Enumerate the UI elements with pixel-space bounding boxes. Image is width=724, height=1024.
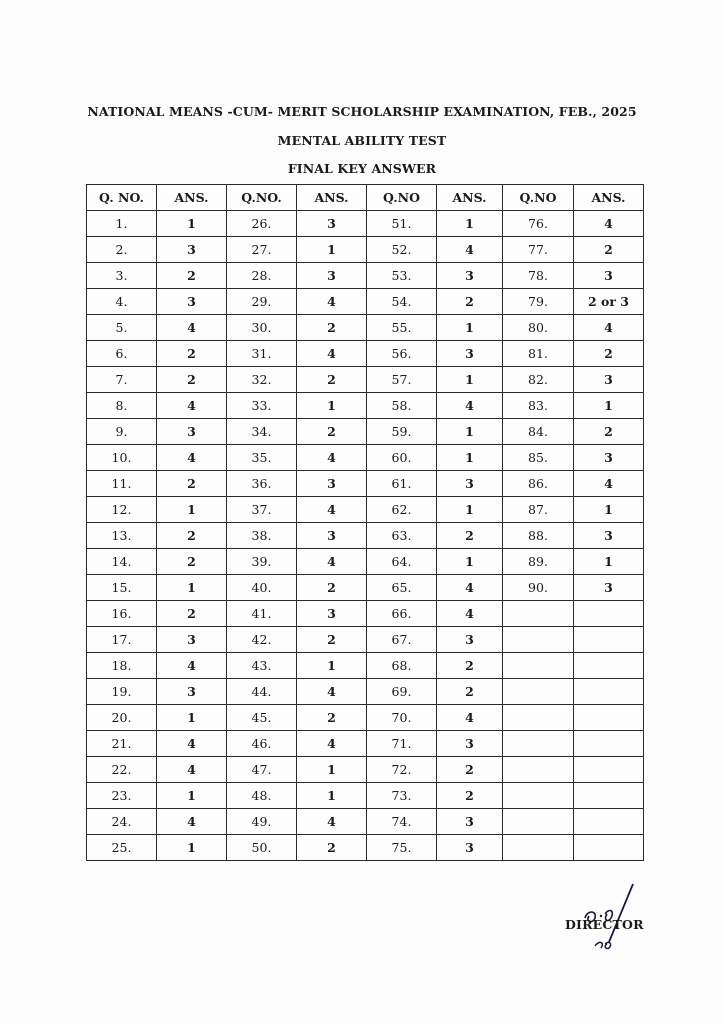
- question-number-cell: 24.: [87, 809, 157, 835]
- answer-cell: 1: [297, 783, 367, 809]
- question-number-cell: 33.: [227, 393, 297, 419]
- answer-cell: 1: [157, 211, 227, 237]
- question-number-cell: 69.: [367, 679, 437, 705]
- answer-cell: 4: [157, 757, 227, 783]
- question-number-cell: 4.: [87, 289, 157, 315]
- question-number-cell: 41.: [227, 601, 297, 627]
- question-number-cell: 55.: [367, 315, 437, 341]
- question-number-cell: 90.: [503, 575, 574, 601]
- table-row: [87, 627, 644, 653]
- question-number-cell: [503, 679, 574, 705]
- question-number-cell: 37.: [227, 497, 297, 523]
- answer-cell: 4: [157, 731, 227, 757]
- answer-cell: [574, 783, 644, 809]
- question-number-cell: 83.: [503, 393, 574, 419]
- answer-cell: 3: [437, 627, 503, 653]
- answer-cell: 1: [437, 211, 503, 237]
- question-number-cell: 5.: [87, 315, 157, 341]
- answer-cell: 3: [157, 627, 227, 653]
- question-number-cell: 29.: [227, 289, 297, 315]
- question-number-cell: 80.: [503, 315, 574, 341]
- question-number-cell: 35.: [227, 445, 297, 471]
- question-number-cell: 30.: [227, 315, 297, 341]
- question-number-cell: 12.: [87, 497, 157, 523]
- question-number-cell: 85.: [503, 445, 574, 471]
- answer-cell: 4: [157, 445, 227, 471]
- answer-cell: 1: [297, 237, 367, 263]
- answer-cell: 2: [437, 757, 503, 783]
- question-number-cell: 11.: [87, 471, 157, 497]
- column-header: Q. NO.: [87, 185, 157, 211]
- answer-key-body: [87, 211, 644, 861]
- question-number-cell: 10.: [87, 445, 157, 471]
- exam-title: NATIONAL MEANS -CUM- MERIT SCHOLARSHIP EXAMINATION, FEB., 2025: [87, 104, 637, 119]
- answer-cell: 3: [297, 471, 367, 497]
- question-number-cell: 47.: [227, 757, 297, 783]
- question-number-cell: 44.: [227, 679, 297, 705]
- table-row: [87, 315, 644, 341]
- column-header: ANS.: [157, 185, 227, 211]
- question-number-cell: 18.: [87, 653, 157, 679]
- question-number-cell: 45.: [227, 705, 297, 731]
- question-number-cell: 82.: [503, 367, 574, 393]
- question-number-cell: 74.: [367, 809, 437, 835]
- answer-cell: 1: [437, 445, 503, 471]
- question-number-cell: 71.: [367, 731, 437, 757]
- question-number-cell: 40.: [227, 575, 297, 601]
- answer-cell: 4: [437, 575, 503, 601]
- table-row: [87, 445, 644, 471]
- question-number-cell: 53.: [367, 263, 437, 289]
- answer-cell: 1: [437, 497, 503, 523]
- answer-cell: 2: [297, 627, 367, 653]
- answer-cell: 2: [297, 315, 367, 341]
- answer-cell: [574, 679, 644, 705]
- question-number-cell: 8.: [87, 393, 157, 419]
- table-row: [87, 419, 644, 445]
- table-row: [87, 289, 644, 315]
- question-number-cell: [503, 757, 574, 783]
- question-number-cell: 62.: [367, 497, 437, 523]
- question-number-cell: 81.: [503, 341, 574, 367]
- answer-cell: [574, 653, 644, 679]
- answer-cell: 2: [437, 289, 503, 315]
- answer-cell: 3: [574, 445, 644, 471]
- answer-cell: [574, 835, 644, 861]
- table-row: [87, 783, 644, 809]
- answer-cell: [574, 601, 644, 627]
- answer-cell: 3: [157, 679, 227, 705]
- question-number-cell: 75.: [367, 835, 437, 861]
- question-number-cell: 88.: [503, 523, 574, 549]
- answer-cell: 2: [157, 601, 227, 627]
- question-number-cell: 38.: [227, 523, 297, 549]
- answer-cell: 2: [297, 419, 367, 445]
- table-row: [87, 679, 644, 705]
- answer-cell: 4: [297, 445, 367, 471]
- question-number-cell: [503, 705, 574, 731]
- question-number-cell: 2.: [87, 237, 157, 263]
- answer-cell: [574, 757, 644, 783]
- question-number-cell: [503, 783, 574, 809]
- column-header: Q.NO.: [227, 185, 297, 211]
- answer-cell: 2: [297, 835, 367, 861]
- question-number-cell: 42.: [227, 627, 297, 653]
- question-number-cell: 52.: [367, 237, 437, 263]
- table-row: [87, 575, 644, 601]
- question-number-cell: 56.: [367, 341, 437, 367]
- answer-cell: 4: [437, 601, 503, 627]
- answer-key-table: [86, 184, 644, 861]
- table-row: [87, 523, 644, 549]
- table-row: [87, 263, 644, 289]
- answer-cell: 2: [437, 653, 503, 679]
- table-row: [87, 549, 644, 575]
- table-row: [87, 601, 644, 627]
- question-number-cell: 60.: [367, 445, 437, 471]
- question-number-cell: 63.: [367, 523, 437, 549]
- answer-cell: 4: [437, 237, 503, 263]
- question-number-cell: 36.: [227, 471, 297, 497]
- question-number-cell: 21.: [87, 731, 157, 757]
- answer-cell: 4: [437, 705, 503, 731]
- column-header: ANS.: [574, 185, 644, 211]
- answer-cell: 2: [157, 523, 227, 549]
- question-number-cell: 51.: [367, 211, 437, 237]
- question-number-cell: 58.: [367, 393, 437, 419]
- question-number-cell: 86.: [503, 471, 574, 497]
- answer-cell: 4: [297, 549, 367, 575]
- question-number-cell: 15.: [87, 575, 157, 601]
- question-number-cell: 76.: [503, 211, 574, 237]
- question-number-cell: 28.: [227, 263, 297, 289]
- answer-cell: 3: [157, 419, 227, 445]
- answer-cell: 3: [437, 731, 503, 757]
- question-number-cell: 61.: [367, 471, 437, 497]
- question-number-cell: 19.: [87, 679, 157, 705]
- answer-cell: 3: [574, 523, 644, 549]
- question-number-cell: 7.: [87, 367, 157, 393]
- answer-cell: 2: [157, 549, 227, 575]
- question-number-cell: 20.: [87, 705, 157, 731]
- question-number-cell: 6.: [87, 341, 157, 367]
- question-number-cell: 54.: [367, 289, 437, 315]
- answer-cell: 1: [157, 705, 227, 731]
- answer-cell: 1: [297, 757, 367, 783]
- director-label: DIRECTOR: [565, 917, 644, 932]
- question-number-cell: 50.: [227, 835, 297, 861]
- column-header: Q.NO: [367, 185, 437, 211]
- question-number-cell: 59.: [367, 419, 437, 445]
- test-subtitle: MENTAL ABILITY TEST: [277, 133, 447, 148]
- question-number-cell: 64.: [367, 549, 437, 575]
- table-row: [87, 497, 644, 523]
- answer-cell: 3: [574, 367, 644, 393]
- answer-cell: 1: [157, 497, 227, 523]
- question-number-cell: [503, 809, 574, 835]
- question-number-cell: 78.: [503, 263, 574, 289]
- answer-cell: 2: [574, 419, 644, 445]
- question-number-cell: 23.: [87, 783, 157, 809]
- answer-cell: 3: [297, 211, 367, 237]
- question-number-cell: 3.: [87, 263, 157, 289]
- answer-cell: 2: [297, 367, 367, 393]
- question-number-cell: 89.: [503, 549, 574, 575]
- question-number-cell: 16.: [87, 601, 157, 627]
- answer-cell: 1: [574, 549, 644, 575]
- question-number-cell: 67.: [367, 627, 437, 653]
- question-number-cell: 9.: [87, 419, 157, 445]
- question-number-cell: 57.: [367, 367, 437, 393]
- question-number-cell: 77.: [503, 237, 574, 263]
- question-number-cell: 70.: [367, 705, 437, 731]
- table-row: [87, 705, 644, 731]
- question-number-cell: 68.: [367, 653, 437, 679]
- question-number-cell: 25.: [87, 835, 157, 861]
- answer-cell: 2: [297, 705, 367, 731]
- question-number-cell: 87.: [503, 497, 574, 523]
- question-number-cell: 26.: [227, 211, 297, 237]
- answer-cell: 3: [437, 341, 503, 367]
- answer-cell: 3: [157, 289, 227, 315]
- question-number-cell: 32.: [227, 367, 297, 393]
- question-number-cell: 79.: [503, 289, 574, 315]
- answer-cell: 4: [157, 315, 227, 341]
- answer-cell: 1: [157, 835, 227, 861]
- answer-cell: 2: [437, 523, 503, 549]
- question-number-cell: [503, 835, 574, 861]
- table-row: [87, 757, 644, 783]
- question-number-cell: 17.: [87, 627, 157, 653]
- question-number-cell: 73.: [367, 783, 437, 809]
- question-number-cell: 66.: [367, 601, 437, 627]
- answer-cell: 3: [297, 263, 367, 289]
- answer-cell: 3: [437, 835, 503, 861]
- question-number-cell: 65.: [367, 575, 437, 601]
- question-number-cell: 1.: [87, 211, 157, 237]
- answer-cell: 4: [297, 497, 367, 523]
- answer-cell: 1: [437, 419, 503, 445]
- key-caption: FINAL KEY ANSWER: [287, 161, 437, 176]
- answer-cell: 3: [437, 809, 503, 835]
- answer-cell: 4: [297, 679, 367, 705]
- answer-cell: 2: [437, 679, 503, 705]
- answer-cell: 2: [157, 471, 227, 497]
- answer-cell: [574, 627, 644, 653]
- question-number-cell: 48.: [227, 783, 297, 809]
- question-number-cell: [503, 601, 574, 627]
- answer-cell: 1: [437, 315, 503, 341]
- question-number-cell: 84.: [503, 419, 574, 445]
- table-row: [87, 211, 644, 237]
- table-row: [87, 731, 644, 757]
- answer-cell: 2: [574, 341, 644, 367]
- question-number-cell: 22.: [87, 757, 157, 783]
- column-header: ANS.: [437, 185, 503, 211]
- answer-cell: 2: [437, 783, 503, 809]
- question-number-cell: [503, 627, 574, 653]
- question-number-cell: 27.: [227, 237, 297, 263]
- question-number-cell: 34.: [227, 419, 297, 445]
- answer-cell: 2: [157, 263, 227, 289]
- answer-cell: [574, 705, 644, 731]
- question-number-cell: 31.: [227, 341, 297, 367]
- question-number-cell: 72.: [367, 757, 437, 783]
- answer-cell: 1: [437, 367, 503, 393]
- table-row: [87, 367, 644, 393]
- answer-cell: 4: [297, 809, 367, 835]
- answer-cell: 4: [574, 211, 644, 237]
- answer-cell: 3: [437, 471, 503, 497]
- answer-cell: 1: [574, 497, 644, 523]
- answer-cell: 3: [574, 575, 644, 601]
- answer-cell: 3: [574, 263, 644, 289]
- question-number-cell: [503, 731, 574, 757]
- answer-cell: [574, 731, 644, 757]
- answer-cell: 2 or 3: [574, 289, 644, 315]
- table-row: [87, 835, 644, 861]
- answer-cell: 2: [157, 341, 227, 367]
- table-row: [87, 471, 644, 497]
- column-header: ANS.: [297, 185, 367, 211]
- question-number-cell: 13.: [87, 523, 157, 549]
- answer-cell: 4: [437, 393, 503, 419]
- question-number-cell: 39.: [227, 549, 297, 575]
- question-number-cell: [503, 653, 574, 679]
- table-header-row: [87, 185, 644, 211]
- answer-cell: 1: [297, 393, 367, 419]
- question-number-cell: 49.: [227, 809, 297, 835]
- answer-cell: 4: [157, 809, 227, 835]
- answer-cell: 4: [157, 393, 227, 419]
- table-row: [87, 237, 644, 263]
- answer-cell: 3: [297, 523, 367, 549]
- answer-cell: 4: [297, 731, 367, 757]
- table-row: [87, 809, 644, 835]
- answer-cell: 1: [157, 575, 227, 601]
- table-row: [87, 393, 644, 419]
- answer-cell: 2: [574, 237, 644, 263]
- question-number-cell: 43.: [227, 653, 297, 679]
- answer-cell: 3: [297, 601, 367, 627]
- answer-cell: 2: [157, 367, 227, 393]
- answer-cell: 3: [437, 263, 503, 289]
- answer-cell: 3: [157, 237, 227, 263]
- answer-cell: 2: [297, 575, 367, 601]
- answer-cell: 4: [297, 289, 367, 315]
- table-row: [87, 653, 644, 679]
- table-row: [87, 341, 644, 367]
- column-header: Q.NO: [503, 185, 574, 211]
- answer-cell: 4: [297, 341, 367, 367]
- answer-cell: 4: [574, 315, 644, 341]
- answer-cell: 4: [574, 471, 644, 497]
- question-number-cell: 14.: [87, 549, 157, 575]
- question-number-cell: 46.: [227, 731, 297, 757]
- answer-cell: 1: [574, 393, 644, 419]
- answer-cell: 4: [157, 653, 227, 679]
- answer-cell: [574, 809, 644, 835]
- answer-cell: 1: [437, 549, 503, 575]
- answer-cell: 1: [157, 783, 227, 809]
- answer-cell: 1: [297, 653, 367, 679]
